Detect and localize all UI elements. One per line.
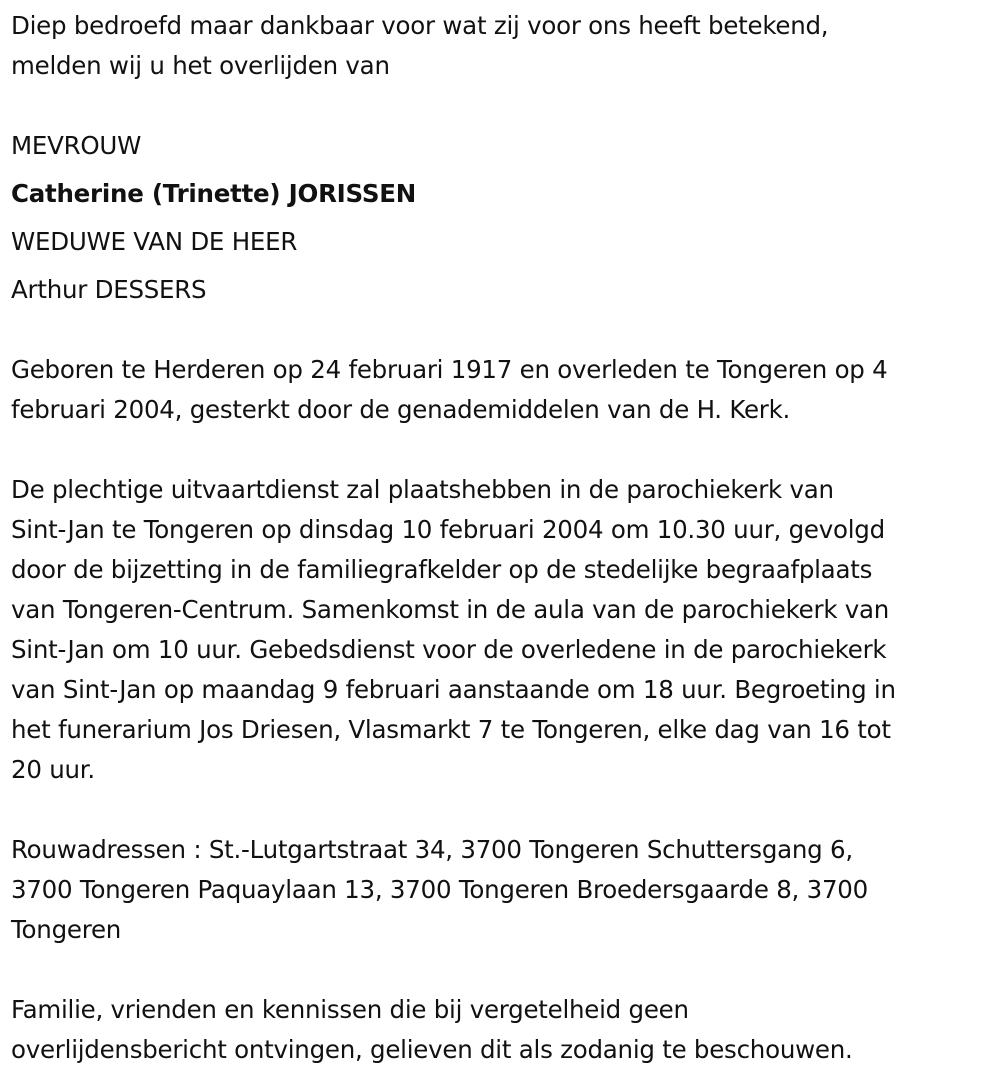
funeral-line: 20 uur.: [11, 755, 95, 784]
deceased-title: MEVROUW: [11, 131, 142, 160]
address-line: Tongeren: [11, 915, 122, 944]
birth-death-line: februari 2004, gesterkt door de genademiddelen van de H. Kerk.: [11, 395, 791, 424]
address-line: Rouwadressen : St.-Lutgartstraat 34, 3700 Tongeren Schuttersgang 6,: [11, 835, 853, 864]
birth-death-line: Geboren te Herderen op 24 februari 1917 en overleden te Tongeren op 4: [11, 355, 888, 384]
spouse-name: Arthur DESSERS: [11, 275, 207, 304]
funeral-line: De plechtige uitvaartdienst zal plaatshebben in de parochiekerk van: [11, 475, 834, 504]
intro-line: melden wij u het overlijden van: [11, 51, 390, 80]
closing-line: Familie, vrienden en kennissen die bij vergetelheid geen: [11, 995, 689, 1024]
funeral-line: door de bijzetting in de familiegrafkelder op de stedelijke begraafplaats: [11, 555, 873, 584]
funeral-line: van Tongeren-Centrum. Samenkomst in de aula van de parochiekerk van: [11, 595, 890, 624]
funeral-line: het funerarium Jos Driesen, Vlasmarkt 7 te Tongeren, elke dag van 16 tot: [11, 715, 891, 744]
funeral-line: Sint-Jan om 10 uur. Gebedsdienst voor de overledene in de parochiekerk: [11, 635, 887, 664]
closing-line: overlijdensbericht ontvingen, gelieven dit als zodanig te beschouwen.: [11, 1035, 853, 1064]
funeral-line: Sint-Jan te Tongeren op dinsdag 10 februari 2004 om 10.30 uur, gevolgd: [11, 515, 885, 544]
intro-line: Diep bedroefd maar dankbaar voor wat zij voor ons heeft betekend,: [11, 11, 829, 40]
funeral-line: van Sint-Jan op maandag 9 februari aanstaande om 18 uur. Begroeting in: [11, 675, 896, 704]
deceased-relation: WEDUWE VAN DE HEER: [11, 227, 298, 256]
address-line: 3700 Tongeren Paquaylaan 13, 3700 Tongeren Broedersgaarde 8, 3700: [11, 875, 868, 904]
deceased-name: Catherine (Trinette) JORISSEN: [11, 179, 416, 208]
